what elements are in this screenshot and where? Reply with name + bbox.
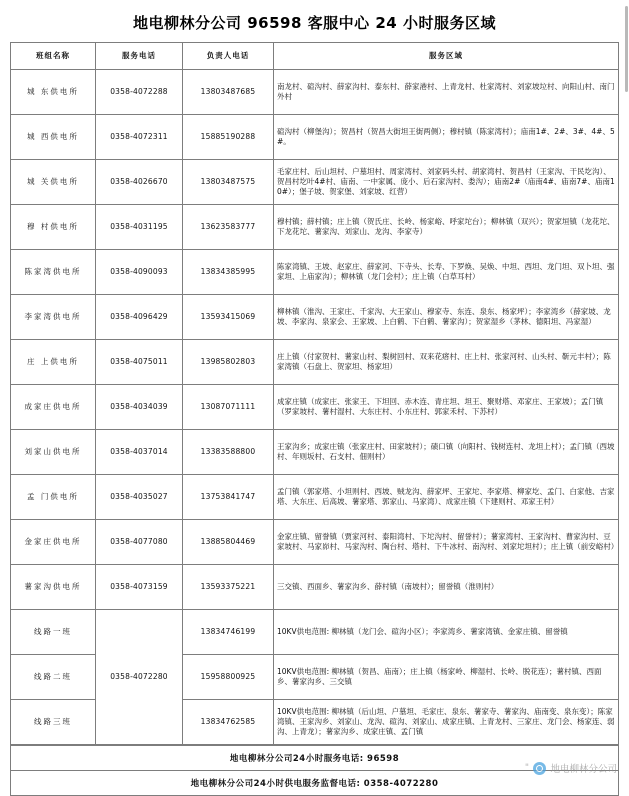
cell-service-area: 穆村镇；薛村镇；庄上镇（贺氏庄、长岭、杨家峪、呼家坨台）；柳林镇（双兴）；贺家垣镇（龙花坨、下龙花坨、薯家沟、刘家山、龙沟、李家寺） bbox=[274, 205, 619, 250]
footer-service-phone: 地电柳林分公司24小时服务电话: 96598 bbox=[11, 746, 619, 771]
cell-manager-phone: 13623583777 bbox=[183, 205, 274, 250]
watermark-label: 地电柳林分公司 bbox=[550, 764, 617, 775]
cell-team-name: 城 关供电所 bbox=[11, 160, 96, 205]
cell-team-name: 线路一班 bbox=[11, 610, 96, 655]
cell-manager-phone: 13593375221 bbox=[183, 565, 274, 610]
cell-manager-phone: 15958800925 bbox=[183, 655, 274, 700]
cell-manager-phone: 15885190288 bbox=[183, 115, 274, 160]
cell-team-name: 陈家湾供电所 bbox=[11, 250, 96, 295]
cell-service-area: 10KV供电范围: 柳林镇（贺昌、庙南）；庄上镇（杨家岭、柳湿村、长岭、脱花连）；薯村镇、西面乡、薯家沟乡、三交镇 bbox=[274, 655, 619, 700]
table-row bbox=[11, 520, 619, 565]
cell-manager-phone: 13803487685 bbox=[183, 70, 274, 115]
cell-service-area: 陈家湾镇、王坡、赵家庄、薛家河、下寺头、长寿、下罗焕、吴焕、中坦、西坦、龙门坦、双卜坦、强家坦、上庙家沟）；柳林镇（龙门会村）；庄上镇（白草耳村） bbox=[274, 250, 619, 295]
cell-service-phone: 0358-4077080 bbox=[96, 520, 183, 565]
cell-service-phone: 0358-4034039 bbox=[96, 385, 183, 430]
cell-service-phone: 0358-4026670 bbox=[96, 160, 183, 205]
table-row bbox=[11, 430, 619, 475]
cell-team-name: 金家庄供电所 bbox=[11, 520, 96, 565]
cell-manager-phone: 13834746199 bbox=[183, 610, 274, 655]
cell-team-name: 庄 上供电所 bbox=[11, 340, 96, 385]
table-row bbox=[11, 340, 619, 385]
cell-service-area: 王家沟乡；成家庄镇（张家庄村、田家坡村）；碛口镇（向阳村、钱树连村、龙坦上村）；孟门镇（西坡村、年则坂村、石支村、佃则村） bbox=[274, 430, 619, 475]
cell-service-area: 10KV供电范围: 柳林镇（龙门会、碹沟小区）；李家湾乡、薯家湾镇、金家庄镇、留誉镇 bbox=[274, 610, 619, 655]
table-row bbox=[11, 115, 619, 160]
table-row bbox=[11, 205, 619, 250]
table-row bbox=[11, 610, 619, 655]
table-body bbox=[11, 43, 619, 745]
cell-service-area: 庄上镇（付家贺村、薯家山村、梨树回村、双来花瘩村、庄上村、张家河村、山头村、靳元丰村）；陈家湾镇（石盘上、贺家坦、杨家坦） bbox=[274, 340, 619, 385]
table-row bbox=[11, 160, 619, 205]
cell-service-phone: 0358-4075011 bbox=[96, 340, 183, 385]
service-area-table bbox=[10, 42, 619, 745]
cell-manager-phone: 13593415069 bbox=[183, 295, 274, 340]
cell-service-area: 毛家庄村、后山坦村、户墓坦村、周家湾村、刘家码头村、胡家湾村、贺昌村（王家沟、干民圪沟）、贺昌村圪叶4#村、庙南、一中家属、庞小、后石家沟村、娄沟）；庙南2#（庙南4#、庙南7#、庙南10#）；堡子坡、贺家堡、刘家坡、红营） bbox=[274, 160, 619, 205]
table-row bbox=[11, 295, 619, 340]
table-row bbox=[11, 565, 619, 610]
watermark-quote: " bbox=[524, 763, 530, 773]
cell-team-name: 城 东供电所 bbox=[11, 70, 96, 115]
cell-team-name: 成家庄供电所 bbox=[11, 385, 96, 430]
header-cell-area: 服务区域 bbox=[274, 43, 619, 70]
cell-team-name: 城 西供电所 bbox=[11, 115, 96, 160]
cell-team-name: 穆 村供电所 bbox=[11, 205, 96, 250]
cell-team-name: 李家湾供电所 bbox=[11, 295, 96, 340]
cell-service-phone: 0358-4072288 bbox=[96, 70, 183, 115]
cell-manager-phone: 13985802803 bbox=[183, 340, 274, 385]
footer-supervision-phone: 地电柳林分公司24小时供电服务监督电话: 0358-4072280 bbox=[11, 771, 619, 796]
page-title: 地电柳林分公司 96598 客服中心 24 小时服务区域 bbox=[133, 14, 496, 32]
cell-manager-phone: 13834385995 bbox=[183, 250, 274, 295]
footer-table bbox=[10, 745, 619, 796]
cell-manager-phone: 13383588800 bbox=[183, 430, 274, 475]
cell-team-name: 孟 门供电所 bbox=[11, 475, 96, 520]
scrollbar-track[interactable] bbox=[625, 0, 629, 781]
cell-service-phone: 0358-4072280 bbox=[96, 610, 183, 745]
cell-service-area: 金家庄镇、留誉镇（贾家河村、泰阳湾村、下坨沟村、留誉村）；薯家湾村、王家沟村、曹家沟村、豆家坡村、马家峁村、马家沟村、陶台村、塔村、下牛冰村、南沟村、刘家坨坦村）；庄上镇（前安峪村） bbox=[274, 520, 619, 565]
table-row bbox=[11, 250, 619, 295]
footer-row-service bbox=[11, 746, 619, 771]
cell-manager-phone: 13885804469 bbox=[183, 520, 274, 565]
cell-service-area: 成家庄镇（成家庄、张家王、下坦回、赤木连、青庄坦、坦王、聚财塔、邓家庄、王家坡）；孟门镇（罗家坡村、薯村湿村、大东庄村、小东庄村、郭家禾村、下苏村） bbox=[274, 385, 619, 430]
cell-service-phone: 0358-4031195 bbox=[96, 205, 183, 250]
cell-service-area: 10KV供电范围: 柳林镇（后山坦、户墓坦、毛家庄、泉东、薯家寺、薯家沟、庙南变、泉东变）；陈家湾镇、王家沟乡、刘家山、龙沟、碹沟、刘家山、成家庄镇、上青龙村、三家庄、龙门会、杨家连、弱沟、上青龙）；薯家沟乡、成家庄镇、孟门镇 bbox=[274, 700, 619, 745]
cell-service-area: 南龙村、碹沟村、薛家沟村、泰东村、薛家港村、上青龙村、杜家湾村、刘家坡垃村、向阳山村、南门外村 bbox=[274, 70, 619, 115]
footer-body bbox=[11, 746, 619, 796]
cell-service-area: 柳林镇（淮沟、王家庄、千家沟、大王家山、穆家寺、东连、泉东、杨家坪）；李家湾乡（薛家坡、龙坡、李家沟、泉家会、王家坡、上白鹤、下白鹤、薯家沟）；贺家湿乡（茅林、德阳坦、冯家湿） bbox=[274, 295, 619, 340]
cell-team-name: 薯家沟供电所 bbox=[11, 565, 96, 610]
cell-service-area: 孟门镇（郭家塔、小坦则村、西坡、贼龙沟、薛家坪、王家坨、李家塔、柳家圪、孟门、白家他、吉家塔、大东庄、后高坡、薯家塔、郭家山、马家湾）、成家庄镇（下建则村、邓家王村） bbox=[274, 475, 619, 520]
cell-team-name: 刘家山供电所 bbox=[11, 430, 96, 475]
cell-service-phone: 0358-4072311 bbox=[96, 115, 183, 160]
cell-service-phone: 0358-4090093 bbox=[96, 250, 183, 295]
cell-service-area: 三交镇、西面乡、薯家沟乡、薛村镇（南坡村）；留誉镇（淮则村） bbox=[274, 565, 619, 610]
scrollbar-thumb[interactable] bbox=[625, 6, 628, 92]
cell-manager-phone: 13803487575 bbox=[183, 160, 274, 205]
header-cell-name: 班组名称 bbox=[11, 43, 96, 70]
cell-manager-phone: 13087071111 bbox=[183, 385, 274, 430]
cell-service-phone: 0358-4096429 bbox=[96, 295, 183, 340]
cell-team-name: 线路三班 bbox=[11, 700, 96, 745]
cell-service-phone: 0358-4037014 bbox=[96, 430, 183, 475]
table-header-row bbox=[11, 43, 619, 70]
table-row bbox=[11, 385, 619, 430]
table-row bbox=[11, 70, 619, 115]
header-cell-phone: 服务电话 bbox=[96, 43, 183, 70]
table-row bbox=[11, 475, 619, 520]
cell-team-name: 线路二班 bbox=[11, 655, 96, 700]
footer-row-supervision bbox=[11, 771, 619, 796]
cell-service-area: 碹沟村（柳堡沟）；贺昌村（贺昌大街坦王街两侧）；穆村镇（陈家湾村）；庙南1#、2#、3#、4#、5#。 bbox=[274, 115, 619, 160]
cell-manager-phone: 13834762585 bbox=[183, 700, 274, 745]
cell-manager-phone: 13753841747 bbox=[183, 475, 274, 520]
cell-service-phone: 0358-4073159 bbox=[96, 565, 183, 610]
cell-service-phone: 0358-4035027 bbox=[96, 475, 183, 520]
header-cell-mobile: 负责人电话 bbox=[183, 43, 274, 70]
